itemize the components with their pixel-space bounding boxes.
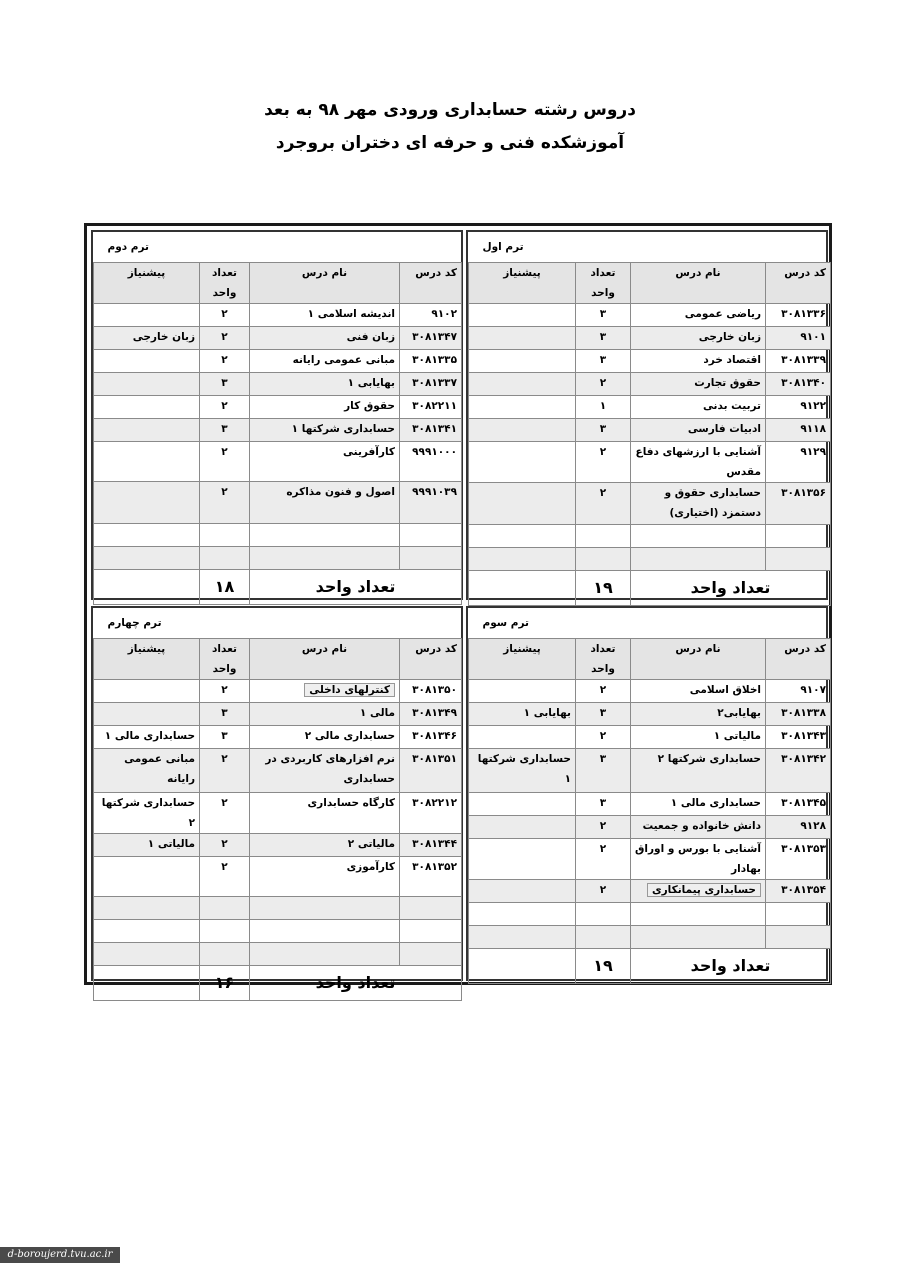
course-code: ۳۰۸۱۳۴۹ — [400, 703, 462, 726]
course-code: ۳۰۸۱۳۵۲ — [400, 857, 462, 897]
course-name-text: حقوق کار — [344, 400, 395, 412]
col-header-code: کد درس — [400, 639, 462, 680]
course-name — [250, 524, 400, 547]
term-panel-t4 — [91, 606, 463, 992]
course-name-text: مالیاتی ۱ — [713, 730, 761, 742]
course-prereq — [469, 442, 576, 483]
course-prereq — [469, 880, 576, 903]
total-units-value: ۱۹ — [576, 571, 631, 606]
course-prereq — [94, 680, 200, 703]
course-units — [576, 926, 631, 949]
document-title: دروس رشته حسابداری ورودی مهر ۹۸ به بعد — [264, 100, 636, 120]
term-table — [93, 232, 462, 605]
course-row — [469, 839, 831, 880]
course-units: ۲ — [200, 304, 250, 327]
course-row — [94, 726, 462, 749]
course-code: ۹۱۲۹ — [766, 442, 831, 483]
course-code: ۹۱۰۷ — [766, 680, 831, 703]
course-name — [631, 304, 766, 327]
course-units: ۲ — [576, 483, 631, 525]
course-name-text: حقوق تجارت — [694, 377, 761, 389]
course-name-text: بهایابی۲ — [717, 707, 761, 719]
course-name-text: کارآفرینی — [343, 446, 395, 458]
course-name — [250, 680, 400, 703]
course-prereq: بهایابی ۱ — [469, 703, 576, 726]
course-units: ۲ — [200, 396, 250, 419]
course-code: ۹۱۱۸ — [766, 419, 831, 442]
course-units: ۲ — [200, 327, 250, 350]
course-units: ۳ — [576, 304, 631, 327]
total-row-spacer — [94, 570, 200, 605]
course-prereq: حسابداری شرکتها ۱ — [469, 749, 576, 793]
course-units: ۳ — [200, 373, 250, 396]
term-title: ترم اول — [469, 232, 831, 263]
course-name-text: اقتصاد خرد — [703, 354, 761, 366]
course-row — [94, 793, 462, 834]
course-code: ۳۰۸۱۳۴۳ — [766, 726, 831, 749]
course-row — [469, 396, 831, 419]
course-name — [631, 442, 766, 483]
course-name-text: آشنایی با ارزشهای دفاع مقدس — [635, 446, 761, 478]
course-units: ۲ — [576, 373, 631, 396]
course-row — [469, 703, 831, 726]
col-header-code: کد درس — [766, 639, 831, 680]
col-header-name: نام درس — [250, 263, 400, 304]
term-title: ترم دوم — [94, 232, 462, 263]
course-prereq: مالیاتی ۱ — [94, 834, 200, 857]
course-name — [250, 419, 400, 442]
course-row — [94, 943, 462, 966]
course-units: ۲ — [576, 880, 631, 903]
course-code: ۳۰۸۲۲۱۲ — [400, 793, 462, 834]
course-prereq — [94, 396, 200, 419]
course-units: ۲ — [200, 680, 250, 703]
course-prereq — [469, 903, 576, 926]
term-panel-t1 — [466, 230, 828, 600]
document-subtitle: آموزشکده فنی و حرفه ای دختران بروجرد — [275, 133, 625, 153]
term-table — [468, 608, 831, 984]
course-name-text: نرم افزارهای کاربردی در حسابداری — [265, 753, 396, 785]
course-name — [631, 548, 766, 571]
col-header-units — [576, 263, 631, 304]
course-code: ۳۰۸۱۳۳۵ — [400, 350, 462, 373]
total-units-value: ۱۶ — [200, 966, 250, 1001]
course-units: ۲ — [200, 749, 250, 793]
course-units: ۲ — [200, 482, 250, 524]
course-name-text: اصول و فنون مذاکره — [286, 486, 395, 498]
course-code: ۳۰۸۱۳۵۴ — [766, 880, 831, 903]
course-code: ۹۱۲۸ — [766, 816, 831, 839]
course-units — [576, 525, 631, 548]
course-units: ۲ — [576, 442, 631, 483]
course-units: ۲ — [576, 816, 631, 839]
course-units — [200, 897, 250, 920]
course-name — [631, 903, 766, 926]
course-prereq — [94, 524, 200, 547]
col-header-prereq: پیشنیاز — [94, 639, 200, 680]
course-name — [631, 396, 766, 419]
course-row — [469, 304, 831, 327]
course-units — [200, 524, 250, 547]
course-name — [250, 547, 400, 570]
course-row — [469, 793, 831, 816]
course-units — [200, 943, 250, 966]
course-units: ۲ — [576, 839, 631, 880]
course-name — [631, 327, 766, 350]
course-name — [631, 816, 766, 839]
course-code: ۹۱۰۲ — [400, 304, 462, 327]
course-name — [250, 834, 400, 857]
course-units: ۳ — [576, 419, 631, 442]
course-name — [631, 525, 766, 548]
course-name — [250, 793, 400, 834]
col-header-units-line2: واحد — [591, 287, 615, 299]
course-row — [469, 880, 831, 903]
course-units: ۳ — [200, 419, 250, 442]
course-units: ۲ — [576, 680, 631, 703]
course-row — [94, 547, 462, 570]
course-name-text: زبان خارجی — [698, 331, 761, 343]
course-row — [469, 373, 831, 396]
course-code: ۳۰۸۱۳۳۷ — [400, 373, 462, 396]
course-name — [631, 749, 766, 793]
course-name — [250, 920, 400, 943]
course-code — [400, 897, 462, 920]
course-units: ۲ — [200, 442, 250, 482]
col-header-units-line2: واحد — [591, 663, 615, 675]
course-prereq — [469, 327, 576, 350]
course-prereq — [94, 920, 200, 943]
course-prereq — [94, 304, 200, 327]
course-name-text: آشنایی با بورس و اوراق بهادار — [635, 843, 761, 875]
course-units: ۳ — [576, 793, 631, 816]
course-code: ۹۹۹۱۰۰۰ — [400, 442, 462, 482]
course-code: ۳۰۸۱۳۵۶ — [766, 483, 831, 525]
course-units: ۳ — [576, 350, 631, 373]
course-name — [631, 726, 766, 749]
course-code: ۹۱۲۲ — [766, 396, 831, 419]
col-header-units-line1: تعداد — [212, 267, 237, 279]
course-name — [250, 396, 400, 419]
course-name-text: مالیاتی ۲ — [347, 838, 396, 850]
col-header-units-line2: واحد — [212, 287, 237, 299]
course-row — [469, 816, 831, 839]
course-name — [631, 373, 766, 396]
col-header-name: نام درس — [631, 263, 766, 304]
total-row-spacer — [469, 571, 576, 606]
course-name — [250, 857, 400, 897]
term-table — [93, 608, 462, 1001]
col-header-units — [200, 263, 250, 304]
course-code: ۹۹۹۱۰۳۹ — [400, 482, 462, 524]
term-title: ترم سوم — [469, 608, 831, 639]
course-units: ۲ — [576, 726, 631, 749]
course-units: ۳ — [576, 327, 631, 350]
course-name — [631, 793, 766, 816]
course-prereq — [94, 373, 200, 396]
course-row — [94, 304, 462, 327]
course-prereq: مبانی عمومی رایانه — [94, 749, 200, 793]
course-code: ۳۰۸۱۳۴۶ — [400, 726, 462, 749]
course-row — [94, 373, 462, 396]
course-name-text: اخلاق اسلامی — [689, 684, 761, 696]
course-name-text: ریاضی عمومی — [684, 308, 761, 320]
col-header-name: نام درس — [250, 639, 400, 680]
course-name — [250, 304, 400, 327]
course-row — [94, 749, 462, 793]
course-prereq — [94, 419, 200, 442]
total-row-spacer — [94, 966, 200, 1001]
course-row — [94, 897, 462, 920]
course-prereq: حسابداری مالی ۱ — [94, 726, 200, 749]
course-code: ۳۰۸۱۳۴۰ — [766, 373, 831, 396]
course-name-text: حسابداری پیمانکاری — [647, 883, 761, 897]
course-prereq — [469, 680, 576, 703]
course-units: ۲ — [200, 793, 250, 834]
course-name — [250, 726, 400, 749]
course-prereq — [469, 304, 576, 327]
course-name — [250, 350, 400, 373]
course-row — [94, 419, 462, 442]
course-code: ۳۰۸۱۳۴۲ — [766, 749, 831, 793]
total-units-label: تعداد واحد — [250, 570, 462, 605]
course-row — [94, 834, 462, 857]
course-name-text: کنترلهای داخلی — [304, 683, 395, 697]
course-row — [469, 903, 831, 926]
col-header-units-line1: تعداد — [212, 643, 237, 655]
course-row — [94, 396, 462, 419]
course-prereq — [469, 525, 576, 548]
course-prereq — [94, 857, 200, 897]
course-row — [469, 327, 831, 350]
course-row — [94, 524, 462, 547]
course-code: ۳۰۸۱۳۴۵ — [766, 793, 831, 816]
course-name-text: حسابداری حقوق و دستمزد (اختیاری) — [664, 487, 761, 519]
course-units: ۳ — [576, 749, 631, 793]
course-prereq — [469, 816, 576, 839]
term-panel-t3 — [466, 606, 828, 981]
course-units: ۲ — [200, 857, 250, 897]
course-name — [631, 483, 766, 525]
course-units: ۳ — [200, 726, 250, 749]
course-name-text: زبان فنی — [346, 331, 395, 343]
course-name — [250, 897, 400, 920]
course-name — [250, 749, 400, 793]
course-row — [469, 350, 831, 373]
course-row — [94, 703, 462, 726]
course-code: ۳۰۸۱۳۳۹ — [766, 350, 831, 373]
course-prereq — [469, 726, 576, 749]
course-name-text: حسابداری شرکتها ۲ — [657, 753, 761, 765]
col-header-units-line1: تعداد — [590, 267, 616, 279]
course-name-text: دانش خانواده و جمعیت — [642, 820, 761, 832]
course-name — [631, 880, 766, 903]
total-units-label: تعداد واحد — [631, 571, 831, 606]
course-row — [469, 483, 831, 525]
course-prereq — [94, 943, 200, 966]
term-panel-t2 — [91, 230, 463, 600]
course-prereq: زبان خارجی — [94, 327, 200, 350]
course-name-text: مبانی عمومی رایانه — [292, 354, 395, 366]
course-name-text: کارگاه حسابداری — [307, 797, 396, 809]
course-units — [576, 548, 631, 571]
course-units — [200, 547, 250, 570]
course-prereq — [469, 419, 576, 442]
course-row — [469, 680, 831, 703]
col-header-name: نام درس — [631, 639, 766, 680]
curriculum-grid — [84, 223, 832, 992]
course-units — [200, 920, 250, 943]
total-units-label: تعداد واحد — [250, 966, 462, 1001]
course-row — [94, 482, 462, 524]
course-prereq — [94, 897, 200, 920]
course-name — [631, 350, 766, 373]
course-code — [766, 548, 831, 571]
course-row — [94, 442, 462, 482]
course-name-text: تربیت بدنی — [702, 400, 761, 412]
col-header-units-line2: واحد — [212, 663, 237, 675]
site-url-badge[interactable]: d-boroujerd.tvu.ac.ir — [0, 1247, 120, 1263]
course-code — [400, 524, 462, 547]
course-row — [469, 525, 831, 548]
course-row — [94, 350, 462, 373]
course-row — [94, 920, 462, 943]
course-prereq — [469, 373, 576, 396]
course-name — [250, 442, 400, 482]
course-prereq — [469, 839, 576, 880]
course-code — [766, 926, 831, 949]
total-units-value: ۱۹ — [576, 949, 631, 984]
course-code — [766, 525, 831, 548]
course-code: ۳۰۸۱۳۵۳ — [766, 839, 831, 880]
course-prereq — [469, 483, 576, 525]
course-code: ۳۰۸۱۳۴۴ — [400, 834, 462, 857]
course-name — [631, 419, 766, 442]
course-code: ۳۰۸۱۳۳۸ — [766, 703, 831, 726]
course-name-text: حسابداری مالی ۱ — [670, 797, 761, 809]
course-name — [631, 703, 766, 726]
course-code: ۹۱۰۱ — [766, 327, 831, 350]
course-row — [469, 442, 831, 483]
course-units: ۲ — [200, 834, 250, 857]
course-row — [469, 926, 831, 949]
course-prereq — [94, 482, 200, 524]
course-name — [250, 373, 400, 396]
course-name-text: کارآموزی — [346, 861, 396, 873]
course-code: ۳۰۸۲۲۱۱ — [400, 396, 462, 419]
course-units: ۱ — [576, 396, 631, 419]
course-code: ۳۰۸۱۳۵۰ — [400, 680, 462, 703]
col-header-prereq: پیشنیاز — [469, 639, 576, 680]
term-table — [468, 232, 831, 606]
course-code — [400, 943, 462, 966]
course-prereq: حسابداری شرکتها ۲ — [94, 793, 200, 834]
course-code: ۳۰۸۱۳۴۷ — [400, 327, 462, 350]
course-units: ۳ — [576, 703, 631, 726]
total-row-spacer — [469, 949, 576, 984]
col-header-code: کد درس — [400, 263, 462, 304]
course-row — [469, 548, 831, 571]
course-name — [631, 839, 766, 880]
course-units: ۲ — [200, 350, 250, 373]
course-units: ۳ — [200, 703, 250, 726]
course-prereq — [94, 703, 200, 726]
course-row — [469, 749, 831, 793]
col-header-units — [576, 639, 631, 680]
course-prereq — [469, 548, 576, 571]
course-name — [631, 926, 766, 949]
course-code — [400, 547, 462, 570]
course-prereq — [94, 350, 200, 373]
term-title: ترم چهارم — [94, 608, 462, 639]
course-name-text: بهایابی ۱ — [347, 377, 395, 389]
course-prereq — [469, 396, 576, 419]
course-row — [469, 726, 831, 749]
total-units-value: ۱۸ — [200, 570, 250, 605]
course-name — [250, 482, 400, 524]
course-row — [469, 419, 831, 442]
course-units — [576, 903, 631, 926]
course-row — [94, 857, 462, 897]
course-prereq — [469, 793, 576, 816]
course-name-text: مالی ۱ — [359, 707, 396, 719]
course-prereq — [94, 547, 200, 570]
course-name-text: اندیشه اسلامی ۱ — [307, 308, 395, 320]
course-name — [250, 327, 400, 350]
course-name — [631, 680, 766, 703]
col-header-prereq: پیشنیاز — [469, 263, 576, 304]
course-code: ۳۰۸۱۳۳۶ — [766, 304, 831, 327]
course-prereq — [94, 442, 200, 482]
course-row — [94, 680, 462, 703]
total-units-label: تعداد واحد — [631, 949, 831, 984]
course-name-text: ادبیات فارسی — [687, 423, 761, 435]
col-header-units-line1: تعداد — [590, 643, 616, 655]
col-header-units — [200, 639, 250, 680]
course-name — [250, 703, 400, 726]
course-name — [250, 943, 400, 966]
course-name-text: حسابداری شرکتها ۱ — [291, 423, 395, 435]
course-code — [400, 920, 462, 943]
course-prereq — [469, 350, 576, 373]
col-header-prereq: پیشنیاز — [94, 263, 200, 304]
course-prereq — [469, 926, 576, 949]
col-header-code: کد درس — [766, 263, 831, 304]
course-code — [766, 903, 831, 926]
course-row — [94, 327, 462, 350]
course-code: ۳۰۸۱۳۴۱ — [400, 419, 462, 442]
course-name-text: حسابداری مالی ۲ — [304, 730, 396, 742]
course-code: ۳۰۸۱۳۵۱ — [400, 749, 462, 793]
